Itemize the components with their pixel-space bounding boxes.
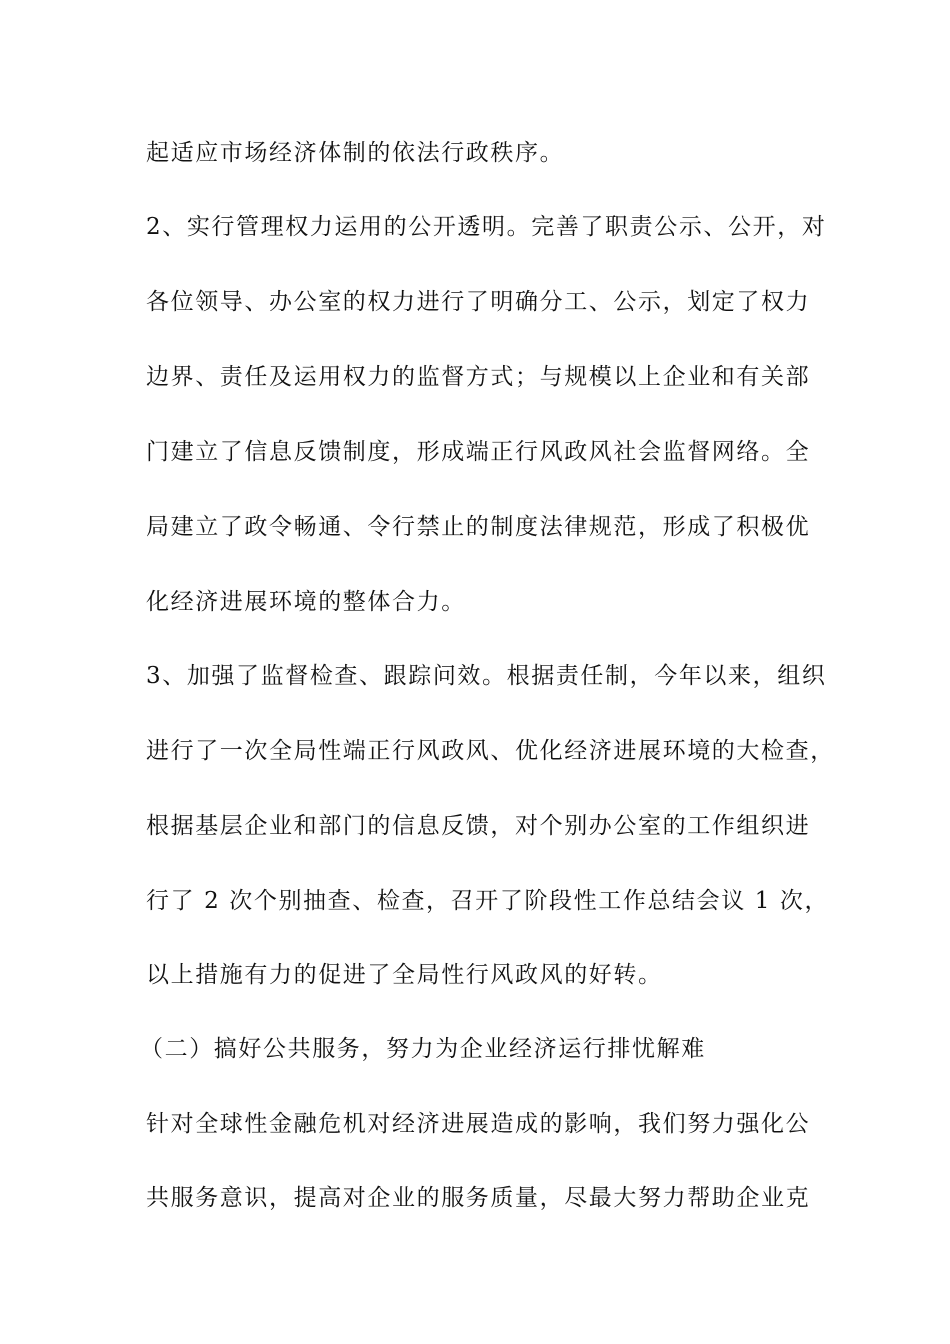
text-line-1: 起适应市场经济体制的依法行政秩序。 [146,140,565,166]
text-line-12: 以上措施有力的促进了全局性行风政风的好转。 [146,962,663,988]
text-line-7: 化经济进展环境的整体合力。 [146,589,466,615]
text-line-15: 共服务意识，提高对企业的服务质量，尽最大努力帮助企业克 [146,1185,811,1211]
section-heading: （二）搞好公共服务，努力为企业经济运行排忧解难 [140,1036,706,1062]
text-line-4: 边界、责任及运用权力的监督方式；与规模以上企业和有关部 [146,364,811,390]
text-line-14: 针对全球性金融危机对经济进展造成的影响，我们努力强化公 [146,1111,811,1137]
text-line-10: 根据基层企业和部门的信息反馈，对个别办公室的工作组织进 [146,813,811,839]
text-line-8: 3、加强了监督检查、跟踪问效。根据责任制，今年以来，组织 [146,663,827,689]
text-line-5: 门建立了信息反馈制度，形成端正行风政风社会监督网络。全 [146,439,811,465]
text-line-3: 各位领导、办公室的权力进行了明确分工、公示，划定了权力 [146,289,811,315]
text-line-11: 行了 2 次个别抽查、检查，召开了阶段性工作总结会议 1 次， [146,888,830,914]
text-line-6: 局建立了政令畅通、令行禁止的制度法律规范，形成了积极优 [146,514,811,540]
text-line-9: 进行了一次全局性端正行风政风、优化经济进展环境的大检查， [146,738,835,764]
text-line-2: 2、实行管理权力运用的公开透明。完善了职责公示、公开，对 [146,214,827,240]
